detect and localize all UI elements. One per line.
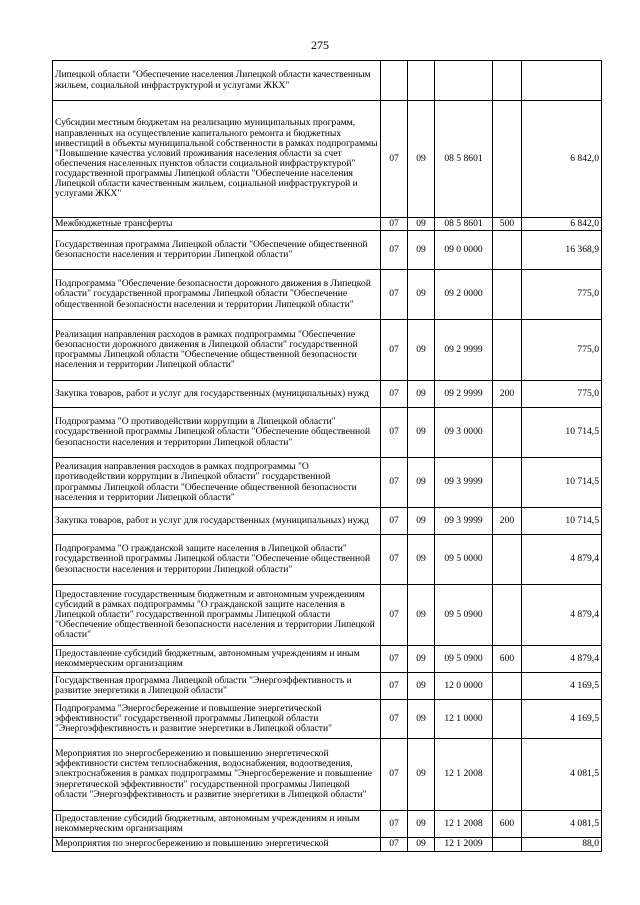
cell-section: 07	[381, 218, 408, 231]
cell-name: Подпрограмма "О гражданской защите населения в Липецкой области" государственной программы Липецкой области "Обеспечение общественной безопасности населения и территории Липецкой области"	[53, 535, 381, 585]
cell-amount: 88,0	[522, 838, 602, 852]
cell-subsection: 09	[408, 585, 435, 646]
cell-name: Закупка товаров, работ и услуг для государственных (муниципальных) нужд	[53, 508, 381, 535]
cell-section: 07	[381, 700, 408, 739]
cell-subsection: 09	[408, 231, 435, 270]
cell-name: Подпрограмма "О противодействии коррупции в Липецкой области" государственной программы Липецкой области "Обеспечение общественной безопасности населения и территории Липецкой области"	[53, 408, 381, 458]
page-number: 275	[311, 38, 329, 52]
cell-target-article: 09 5 0000	[435, 535, 493, 585]
cell-target-article: 09 3 9999	[435, 508, 493, 535]
cell-target-article	[435, 61, 493, 101]
cell-name: Липецкой области "Обеспечение населения Липецкой области качественным жильем, социальной инфраструктурой и услугами ЖКХ"	[53, 61, 381, 101]
cell-expense-type: 200	[493, 381, 522, 408]
cell-target-article: 09 0 0000	[435, 231, 493, 270]
cell-target-article: 09 2 0000	[435, 270, 493, 320]
cell-subsection	[408, 61, 435, 101]
cell-section: 07	[381, 270, 408, 320]
table-row	[53, 381, 602, 408]
cell-name: Реализация направления расходов в рамках подпрограммы "О противодействии коррупции в Липецкой области" государственной программы Липецкой области "Обеспечение общественной безопасности населения и территории Липецкой области"	[53, 458, 381, 508]
cell-amount: 4 081,5	[522, 739, 602, 811]
table-row	[53, 101, 602, 218]
cell-section: 07	[381, 231, 408, 270]
cell-name: Подпрограмма "Обеспечение безопасности дорожного движения в Липецкой области" государственной программы Липецкой области "Обеспечение общественной безопасности населения и территории Липецкой области"	[53, 270, 381, 320]
cell-subsection: 09	[408, 838, 435, 852]
cell-section: 07	[381, 458, 408, 508]
cell-subsection: 09	[408, 458, 435, 508]
cell-section: 07	[381, 585, 408, 646]
cell-amount: 10 714,5	[522, 458, 602, 508]
cell-section: 07	[381, 381, 408, 408]
table-row	[53, 508, 602, 535]
cell-name: Мероприятия по энергосбережению и повышению энергетической эффективности систем теплоснабжения, водоснабжения, водоотведения, электроснабжения в рамках подпрограммы "Энергосбережение и повышение энергетической эффективности" государственной программы Липецкой области "Энергоэффективность и развитие энергетики в Липецкой области"	[53, 739, 381, 811]
cell-expense-type	[493, 700, 522, 739]
table-row	[53, 218, 602, 231]
cell-expense-type: 500	[493, 218, 522, 231]
table-row	[53, 320, 602, 381]
cell-name: Государственная программа Липецкой области "Обеспечение общественной безопасности населения и территории Липецкой области"	[53, 231, 381, 270]
budget-table-body	[53, 61, 602, 852]
cell-subsection: 09	[408, 408, 435, 458]
cell-amount: 4 169,5	[522, 700, 602, 739]
table-row	[53, 838, 602, 852]
cell-amount: 4 081,5	[522, 811, 602, 838]
cell-name: Мероприятия по энергосбережению и повышению энергетической	[53, 838, 381, 852]
cell-name: Подпрограмма "Энергосбережение и повышение энергетической эффективности" государственной программы Липецкой области "Энергоэффективность и развитие энергетики в Липецкой области"	[53, 700, 381, 739]
cell-target-article: 09 2 9999	[435, 381, 493, 408]
table-row	[53, 535, 602, 585]
cell-subsection: 09	[408, 535, 435, 585]
cell-section: 07	[381, 535, 408, 585]
cell-section: 07	[381, 408, 408, 458]
table-row	[53, 585, 602, 646]
cell-target-article: 09 3 9999	[435, 458, 493, 508]
cell-subsection: 09	[408, 270, 435, 320]
cell-name: Закупка товаров, работ и услуг для государственных (муниципальных) нужд	[53, 381, 381, 408]
table-row	[53, 270, 602, 320]
table-row	[53, 61, 602, 101]
cell-expense-type	[493, 101, 522, 218]
cell-target-article: 09 5 0900	[435, 646, 493, 673]
cell-expense-type	[493, 838, 522, 852]
cell-amount: 775,0	[522, 270, 602, 320]
cell-subsection: 09	[408, 381, 435, 408]
cell-name: Предоставление субсидий бюджетным, автономным учреждениям и иным некоммерческим организациям	[53, 811, 381, 838]
cell-target-article: 09 3 0000	[435, 408, 493, 458]
cell-target-article: 12 1 2009	[435, 838, 493, 852]
cell-expense-type	[493, 61, 522, 101]
cell-amount: 775,0	[522, 381, 602, 408]
cell-expense-type: 600	[493, 811, 522, 838]
cell-amount: 775,0	[522, 320, 602, 381]
table-row	[53, 646, 602, 673]
cell-section: 07	[381, 739, 408, 811]
table-row	[53, 231, 602, 270]
cell-name: Предоставление субсидий бюджетным, автономным учреждениям и иным некоммерческим организациям	[53, 646, 381, 673]
cell-target-article: 12 1 2008	[435, 739, 493, 811]
cell-section: 07	[381, 646, 408, 673]
table-row	[53, 739, 602, 811]
cell-target-article: 08 5 8601	[435, 218, 493, 231]
cell-target-article: 08 5 8601	[435, 101, 493, 218]
cell-subsection: 09	[408, 508, 435, 535]
cell-target-article: 09 2 9999	[435, 320, 493, 381]
cell-section: 07	[381, 673, 408, 700]
cell-amount	[522, 61, 602, 101]
cell-expense-type	[493, 458, 522, 508]
cell-expense-type: 600	[493, 646, 522, 673]
cell-expense-type	[493, 585, 522, 646]
cell-target-article: 12 0 0000	[435, 673, 493, 700]
cell-expense-type	[493, 320, 522, 381]
cell-amount: 10 714,5	[522, 508, 602, 535]
cell-section: 07	[381, 838, 408, 852]
cell-target-article: 12 1 2008	[435, 811, 493, 838]
cell-subsection: 09	[408, 673, 435, 700]
table-row	[53, 408, 602, 458]
cell-expense-type	[493, 673, 522, 700]
budget-table	[52, 60, 602, 852]
cell-section: 07	[381, 508, 408, 535]
cell-expense-type	[493, 535, 522, 585]
cell-subsection: 09	[408, 700, 435, 739]
table-row	[53, 700, 602, 739]
table-row	[53, 458, 602, 508]
cell-subsection: 09	[408, 646, 435, 673]
cell-amount: 4 879,4	[522, 646, 602, 673]
cell-expense-type	[493, 739, 522, 811]
table-row	[53, 811, 602, 838]
cell-subsection: 09	[408, 739, 435, 811]
cell-amount: 4 169,5	[522, 673, 602, 700]
cell-amount: 6 842,0	[522, 218, 602, 231]
cell-name: Субсидии местным бюджетам на реализацию муниципальных программ, направленных на осуществление капитального ремонта и бюджетных инвестиций в объекты муниципальной собственности в рамках подпрограммы "Повышение качества условий проживания населения области за счет обеспечения населенных пунктов области социальной инфраструктурой" государственной программы Липецкой области "Обеспечение населения Липецкой области качественным жильем, социальной инфраструктурой и услугами ЖКХ"	[53, 101, 381, 218]
cell-subsection: 09	[408, 218, 435, 231]
cell-amount: 4 879,4	[522, 585, 602, 646]
cell-target-article: 12 1 0000	[435, 700, 493, 739]
cell-section: 07	[381, 101, 408, 218]
cell-amount: 16 368,9	[522, 231, 602, 270]
cell-subsection: 09	[408, 320, 435, 381]
cell-expense-type	[493, 408, 522, 458]
table-row	[53, 673, 602, 700]
cell-section	[381, 61, 408, 101]
cell-section: 07	[381, 320, 408, 381]
cell-name: Государственная программа Липецкой области "Энергоэффективность и развитие энергетики в Липецкой области"	[53, 673, 381, 700]
cell-amount: 10 714,5	[522, 408, 602, 458]
cell-section: 07	[381, 811, 408, 838]
cell-name: Межбюджетные трансферты	[53, 218, 381, 231]
cell-subsection: 09	[408, 101, 435, 218]
cell-name: Реализация направления расходов в рамках подпрограммы "Обеспечение безопасности дорожного движения в Липецкой области" государственной программы Липецкой области "Обеспечение общественной безопасности населения и территории Липецкой области"	[53, 320, 381, 381]
cell-expense-type	[493, 231, 522, 270]
cell-name: Предоставление государственным бюджетным и автономным учреждениям субсидий в рамках подпрограммы "О гражданской защите населения в Липецкой области" государственной программы Липецкой области "Обеспечение общественной безопасности населения и территории Липецкой области"	[53, 585, 381, 646]
cell-target-article: 09 5 0900	[435, 585, 493, 646]
cell-expense-type: 200	[493, 508, 522, 535]
cell-expense-type	[493, 270, 522, 320]
cell-amount: 4 879,4	[522, 535, 602, 585]
cell-subsection: 09	[408, 811, 435, 838]
cell-amount: 6 842,0	[522, 101, 602, 218]
